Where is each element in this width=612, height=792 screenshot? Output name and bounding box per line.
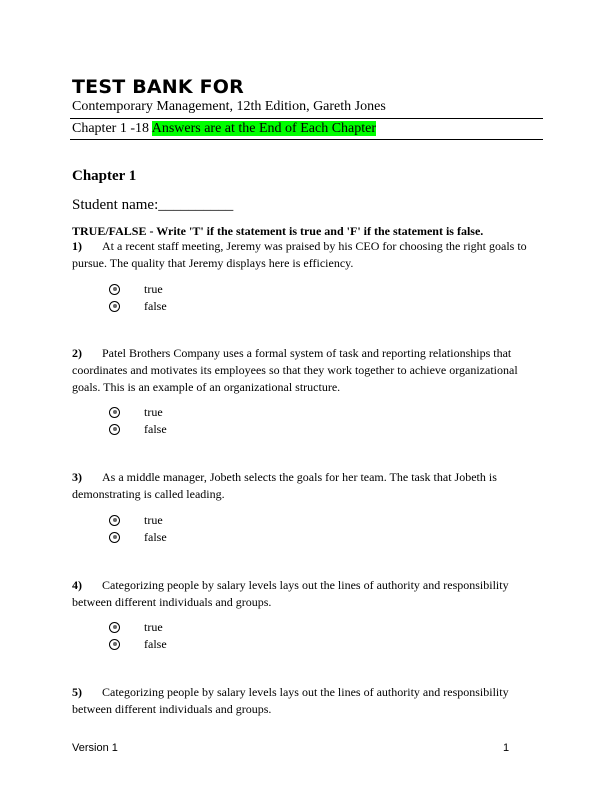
q2-option-false[interactable] [109,421,167,437]
chapters-line [72,121,376,137]
radio-icon[interactable] [109,639,120,650]
q4-option-false[interactable] [109,636,167,652]
question-3 [72,469,542,503]
option-label: true [144,405,163,419]
radio-icon[interactable] [109,532,120,543]
chapters-prefix: Chapter 1 -18 [72,121,152,136]
q1-option-true[interactable] [109,281,163,297]
radio-icon[interactable] [109,622,120,633]
radio-icon[interactable] [109,284,120,295]
chapter-heading: Chapter 1 [72,168,137,184]
question-text: At a recent staff meeting, Jeremy was praised by his CEO for choosing the right goals to pursue. The quality that Jeremy displays here is efficiency. [72,239,527,270]
radio-icon[interactable] [109,301,120,312]
section-instructions: TRUE/FALSE - Write 'T' if the statement is true and 'F' if the statement is false. [72,224,484,238]
footer-version: Version 1 [72,742,118,754]
question-number: 3) [72,470,82,484]
header-divider [70,118,543,119]
option-label: false [144,422,167,436]
question-text: Categorizing people by salary levels lays out the lines of authority and responsibility between different individuals and groups. [72,578,509,609]
q3-option-false[interactable] [109,529,167,545]
question-text: Categorizing people by salary levels lays out the lines of authority and responsibility between different individuals and groups. [72,685,509,716]
question-text: As a middle manager, Jobeth selects the goals for her team. The task that Jobeth is demonstrating is called leading. [72,470,497,501]
question-4 [72,577,542,611]
question-5 [72,684,542,718]
book-subtitle: Contemporary Management, 12th Edition, Gareth Jones [72,99,386,114]
test-bank-title: TEST BANK FOR [72,76,244,98]
question-2 [72,345,542,396]
q1-option-false[interactable] [109,298,167,314]
q3-option-true[interactable] [109,512,163,528]
footer-page-number: 1 [503,742,510,754]
question-number: 5) [72,685,82,699]
radio-icon[interactable] [109,424,120,435]
q2-option-true[interactable] [109,404,163,420]
chapters-divider [70,139,543,140]
question-number: 2) [72,346,82,360]
option-label: true [144,513,163,527]
answers-highlight: Answers are at the End of Each Chapter [151,121,377,136]
radio-icon[interactable] [109,407,120,418]
option-label: false [144,637,167,651]
q4-option-true[interactable] [109,619,163,635]
student-name-field: Student name:__________ [72,197,234,213]
question-text: Patel Brothers Company uses a formal system of task and reporting relationships that coordinates and motivates its employees so that they work together to achieve organizational goals. This is an example of an organizational structure. [72,346,518,394]
question-1 [72,238,542,272]
radio-icon[interactable] [109,515,120,526]
question-number: 1) [72,239,82,253]
option-label: false [144,299,167,313]
option-label: true [144,282,163,296]
option-label: true [144,620,163,634]
question-number: 4) [72,578,82,592]
option-label: false [144,530,167,544]
